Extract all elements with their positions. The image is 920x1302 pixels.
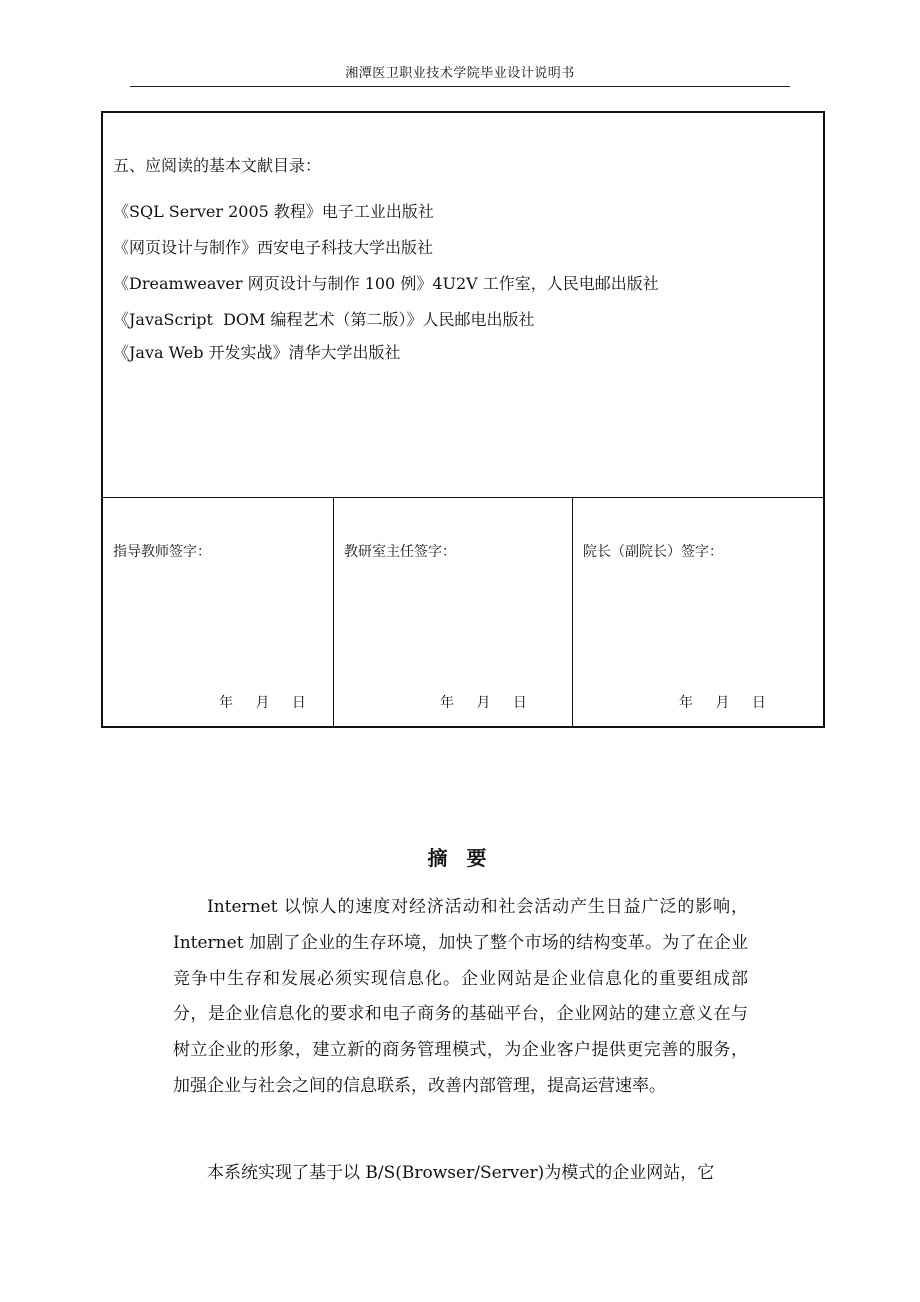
- references-heading: 五、应阅读的基本文献目录：: [113, 156, 322, 175]
- dean-signature-cell: [573, 498, 825, 728]
- reference-item: 《网页设计与制作》西安电子科技大学出版社: [113, 238, 434, 257]
- dean-signature-date: 年 月 日: [679, 695, 766, 711]
- reference-item: 《Dreamweaver 网页设计与制作 100 例》4U2V 工作室，人民电邮出版社: [113, 274, 659, 293]
- dean-signature-label: 院长（副院长）签字：: [583, 544, 723, 560]
- abstract-paragraph: Internet 以惊人的速度对经济活动和社会活动产生日益广泛的影响，Internet 加剧了企业的生存环境，加快了整个市场的结构变革。为了在企业竞争中生存和发展必须实现信息化。企业网站是企业信息化的重要组成部分，是企业信息化的要求和电子商务的基础平台，企业网站的建立意义在与树立企业的形象，建立新的商务管理模式，为企业客户提供更完善的服务，加强企业与社会之间的信息联系，改善内部管理，提高运营速率。: [173, 897, 748, 1096]
- reference-item: 《Java Web 开发实战》清华大学出版社: [113, 343, 401, 362]
- references-section: [103, 113, 823, 498]
- abstract-paragraph: 本系统实现了基于以 B/S(Browser/Server)为模式的企业网站，它: [207, 1163, 715, 1183]
- page-header-title: 湘潭医卫职业技术学院毕业设计说明书: [345, 66, 575, 81]
- form-table: [101, 111, 825, 728]
- advisor-signature-cell: [103, 498, 334, 728]
- reference-item: 《JavaScript DOM 编程艺术（第二版）》人民邮电出版社: [113, 310, 535, 329]
- header-rule: [130, 86, 790, 87]
- advisor-signature-date: 年 月 日: [219, 695, 306, 711]
- advisor-signature-label: 指导教师签字：: [113, 544, 211, 560]
- office-director-signature-cell: [334, 498, 573, 728]
- reference-item: 《SQL Server 2005 教程》电子工业出版社: [113, 202, 434, 221]
- signature-row: [103, 498, 823, 728]
- office-director-signature-label: 教研室主任签字：: [344, 544, 456, 560]
- abstract-title: 摘 要: [427, 846, 493, 870]
- office-director-signature-date: 年 月 日: [440, 695, 527, 711]
